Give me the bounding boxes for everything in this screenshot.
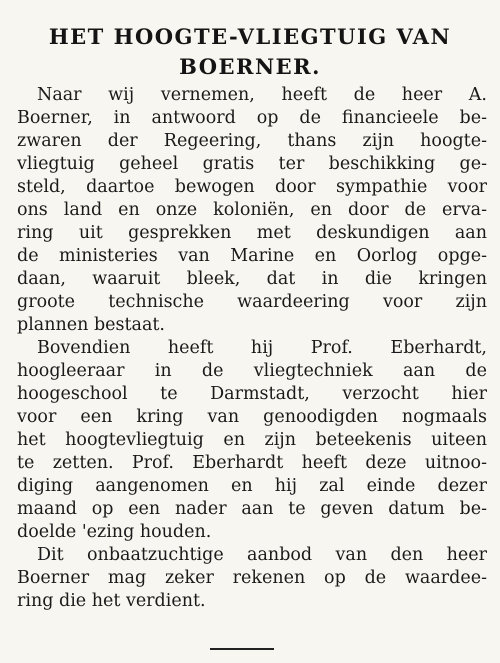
headline-line-2: BOERNER. <box>179 54 321 79</box>
article-body <box>17 84 487 613</box>
article-line: Boerner, in antwoord op de financieele be- <box>17 108 487 128</box>
article-line: daan, waaruit bleek, dat in die kringen <box>17 269 487 289</box>
article-line: diging aangenomen en hij zal einde dezer <box>17 476 487 496</box>
article-line: steld, daartoe bewogen door sympathie voor <box>17 177 487 197</box>
article-line: Naar wij vernemen, heeft de heer A. <box>37 85 487 105</box>
article-line: plannen bestaat. <box>17 315 165 335</box>
article-line: Dit onbaatzuchtige aanbod van den heer <box>37 545 487 565</box>
article-line: de ministeries van Marine en Oorlog opge- <box>17 246 487 266</box>
headline-line-1: HET HOOGTE-VLIEGTUIG VAN <box>48 24 452 49</box>
article-line: vliegtuig geheel gratis ter beschikking ge- <box>17 154 487 174</box>
article-line: ons land en onze koloniën, en door de erva- <box>17 200 487 220</box>
article-line: Boerner mag zeker rekenen op de waardee- <box>17 568 487 588</box>
article-line: doelde 'ezing houden. <box>17 522 212 542</box>
article-line: te zetten. Prof. Eberhardt heeft deze uitnoo- <box>17 453 487 473</box>
article-line: groote technische waardeering voor zijn <box>17 292 487 312</box>
article-line: zwaren der Regeering, thans zijn hoogte- <box>17 131 487 151</box>
article-line: het hoogtevliegtuig en zijn beteekenis uiteen <box>17 430 487 450</box>
article-line: ring die het verdient. <box>17 591 206 611</box>
article-line: voor een kring van genoodigden nogmaals <box>17 407 487 427</box>
article-line: Bovendien heeft hij Prof. Eberhardt, <box>37 338 487 358</box>
article-line: maand op een nader aan te geven datum be- <box>17 499 487 519</box>
article-line: hoogeschool te Darmstadt, verzocht hier <box>17 384 487 404</box>
end-rule-divider <box>210 648 274 650</box>
article-line: hoogleeraar in de vliegtechniek aan de <box>17 361 487 381</box>
article-line: ring uit gesprekken met deskundigen aan <box>17 223 487 243</box>
